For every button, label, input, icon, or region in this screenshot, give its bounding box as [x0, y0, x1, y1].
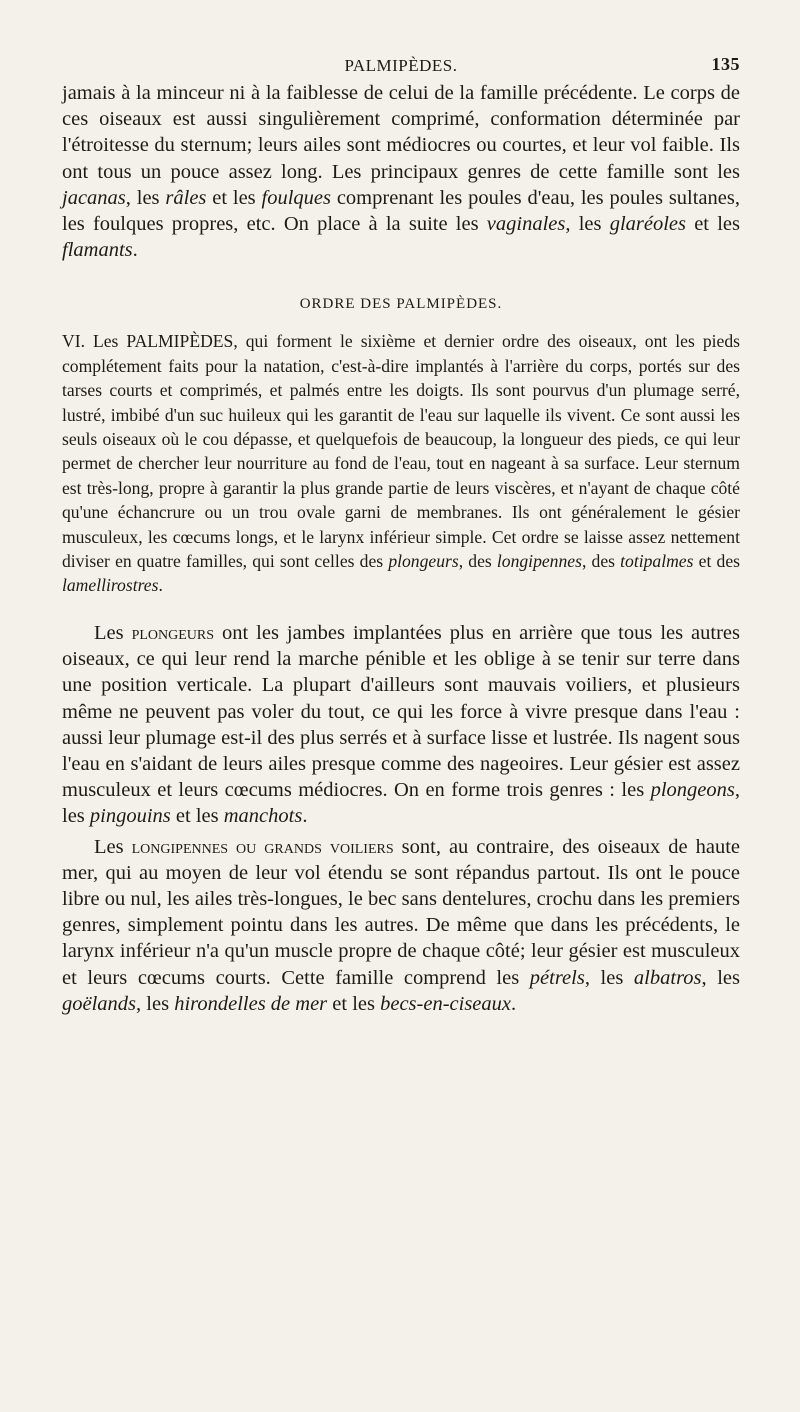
text-run: Les	[94, 835, 132, 858]
text-run: , qui forment le sixième et dernier ordre des oiseaux, ont les pieds complétement faits pour la natation, c'est-à-dire implantés à l'arrière du corps, portés sur des tarses courts et comprimés, et palmés entre les doigts. Ils sont pourvus d'un plumage serré, lustré, imbibé d'un suc huileux qui les garantit de l'eau sur laquelle ils vivent. Ce sont aussi les seuls oiseaux où le cou dépasse, et quelquefois de beaucoup, la longueur des pieds, ce qui leur permet de chercher leur nourriture au fond de l'eau, tout en nageant à sa surface. Leur sternum est très-long, propre à garantir la plus grande partie de leurs viscères, et n'ayant de chaque côté qu'une échancrure ou un trou ovale garni de membranes. Ils ont généralement le gésier musculeux, les cœcums longs, et le larynx inférieur simple. Cet ordre se laisse assez nettement diviser en quatre familles, qui sont celles des	[62, 331, 740, 572]
italic-term: foulques	[261, 186, 331, 209]
text-run: .	[158, 575, 163, 596]
italic-term: totipalmes	[620, 551, 694, 572]
italic-term: lamellirostres	[62, 575, 159, 596]
paragraph-family-continuation	[62, 80, 740, 263]
italic-term: flamants	[62, 239, 133, 262]
text-run: , des	[581, 551, 621, 572]
text-run: , les	[136, 992, 175, 1015]
text-run: , les	[565, 213, 610, 236]
italic-term: râles	[165, 186, 207, 209]
italic-term: hirondelles de mer	[174, 992, 328, 1015]
text-run: .	[302, 805, 308, 828]
italic-term: plongeons	[650, 779, 735, 802]
paragraph-plongeurs	[62, 620, 740, 830]
smallcaps-term: plongeurs	[131, 621, 215, 644]
italic-term: becs-en-ciseaux	[380, 992, 512, 1015]
italic-term: pétrels	[529, 966, 585, 989]
text-run: .	[132, 239, 138, 262]
text-run: comprenant les poules d'eau, les poules sultanes, les foulques propres, etc. On place à la suite les	[62, 186, 740, 236]
smallcaps-term: PALMIPÈDES	[126, 331, 234, 352]
text-run: et des	[693, 551, 740, 572]
text-run: VI. Les	[62, 331, 127, 352]
italic-term: goëlands	[62, 992, 137, 1015]
text-run: jamais à la minceur ni à la faiblesse de celui de la famille précédente. Le corps de ces oiseaux est aussi singulièrement comprimé, conformation déterminée par l'étroitesse du sternum; leurs ailes sont médiocres ou courtes, et leur vol faible. Ils ont tous un pouce assez long. Les principaux genres de cette famille sont les	[62, 82, 740, 183]
book-page	[62, 40, 740, 1017]
text-run: ont les jambes implantées plus en arrière que tous les autres oiseaux, ce qui leur rend la marche pénible et les oblige à se tenir sur terre dans une position verticale. La plupart d'ailleurs sont mauvais voiliers, et plusieurs même ne peuvent pas voler du tout, ce qui les force à vivre presque dans l'eau : aussi leur plumage est-il des plus serrés et à surface lisse et lustrée. Ils nagent sous l'eau en s'aidant de leurs ailes presque comme des nageoires. Leur gésier est assez musculeux et leurs cœcums médiocres. On en forme trois genres : les	[62, 621, 741, 802]
text-run: , les	[584, 966, 634, 989]
text-run: , les	[701, 966, 740, 989]
italic-term: vaginales	[486, 213, 566, 236]
italic-term: longipennes	[496, 551, 582, 572]
text-run: Les	[94, 621, 132, 644]
text-run: sont, au contraire, des oiseaux de haute mer, qui au moyen de leur vol étendu se sont répandus partout. Ils ont le pouce libre ou nul, les ailes très-longues, le bec sans dentelures, crochu dans les premiers genres, simplement pointu dans les autres. De même que dans les précédents, le larynx inférieur n'a qu'un muscle propre de chaque côté; leur gésier est musculeux et leurs cœcums courts. Cette famille comprend les	[62, 835, 740, 989]
text-run: , les	[62, 779, 740, 828]
text-run: .	[511, 992, 517, 1015]
text-run: , les	[125, 186, 166, 209]
italic-term: albatros	[633, 966, 702, 989]
text-run: et les	[686, 213, 740, 236]
text-run: , des	[458, 551, 497, 572]
italic-term: manchots	[223, 805, 303, 828]
paragraph-order-palmipedes	[62, 329, 740, 597]
italic-term: jacanas	[62, 186, 126, 209]
italic-term: pingouins	[89, 805, 171, 828]
running-head	[62, 40, 740, 75]
italic-term: plongeurs	[388, 551, 459, 572]
text-run: et les	[206, 186, 262, 209]
paragraph-longipennes	[62, 834, 740, 1017]
running-title: PALMIPÈDES.	[344, 56, 458, 75]
italic-term: glaréoles	[609, 213, 686, 236]
section-title: ORDRE DES PALMIPÈDES.	[299, 296, 503, 313]
text-run: et les	[327, 992, 381, 1015]
text-run: et les	[170, 805, 224, 828]
page-number: 135	[711, 54, 740, 74]
smallcaps-term: longipennes ou grands voiliers	[131, 835, 394, 858]
